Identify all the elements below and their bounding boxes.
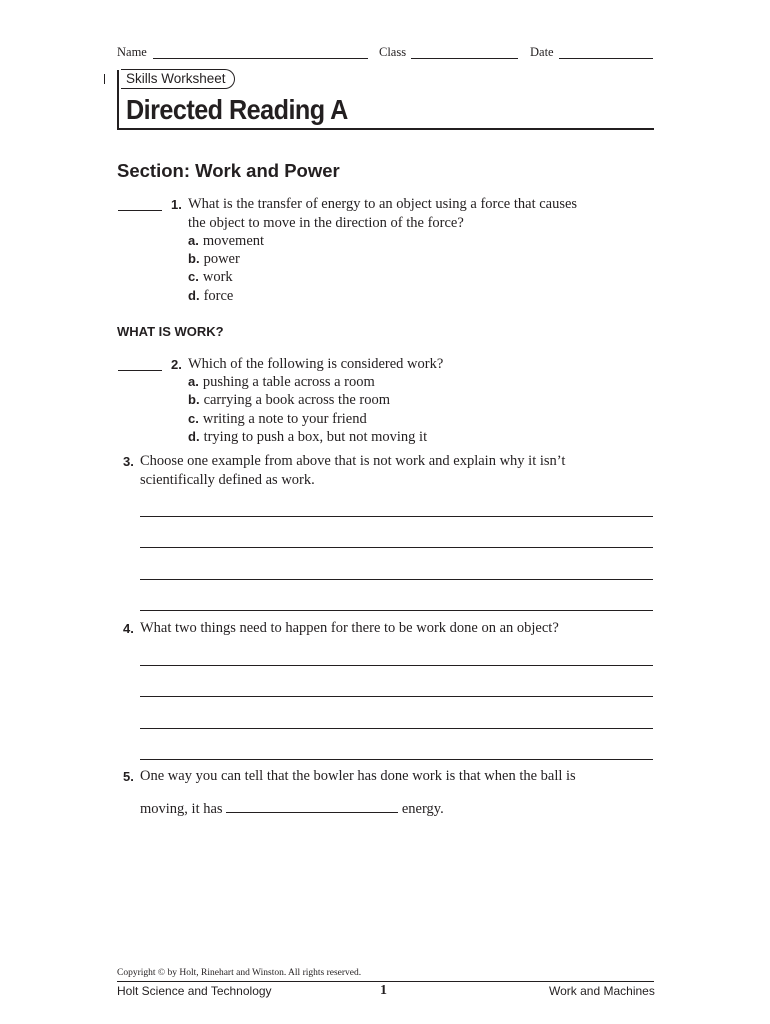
copyright-notice: Copyright © by Holt, Rinehart and Winston. All rights reserved. (117, 968, 362, 978)
banner-rule-horizontal (117, 128, 654, 130)
option-text: work (202, 269, 233, 285)
date-field[interactable] (559, 58, 653, 59)
q2-option-a (188, 373, 375, 391)
q4-answer-line-4[interactable] (140, 759, 653, 760)
q2-answer-blank[interactable] (118, 370, 162, 371)
section-heading: Section: Work and Power (117, 160, 340, 181)
q2-text: Which of the following is considered work? (188, 356, 444, 372)
q5-energy-blank[interactable] (226, 799, 398, 813)
q3-text-line1: Choose one example from above that is not work and explain why it isn’t (140, 453, 566, 469)
name-field[interactable] (153, 58, 368, 59)
option-letter: b. (188, 392, 200, 407)
q3-number: 3. (123, 454, 134, 469)
q4-answer-line-2[interactable] (140, 696, 653, 697)
q3-answer-line-2[interactable] (140, 547, 653, 548)
option-letter: a. (188, 233, 199, 248)
q1-option-c (188, 268, 233, 286)
q2-option-d (188, 428, 427, 446)
option-letter: c. (188, 269, 199, 284)
option-letter: d. (188, 429, 200, 444)
option-letter: b. (188, 251, 200, 266)
page-number: 1 (380, 983, 387, 998)
margin-tick (104, 74, 105, 84)
q1-text-line2: the object to move in the direction of the force? (188, 214, 464, 231)
q2-number: 2. (171, 357, 182, 372)
q4-answer-line-1[interactable] (140, 665, 653, 666)
option-letter: c. (188, 411, 199, 426)
q4-answer-line-3[interactable] (140, 728, 653, 729)
banner-rule-vertical (117, 70, 119, 130)
q5-text-line1: One way you can tell that the bowler has done work is that when the ball is (140, 768, 576, 784)
q5-text-line2 (140, 799, 444, 819)
q4-number: 4. (123, 621, 134, 636)
q3-text-line2: scientifically defined as work. (140, 471, 315, 488)
footer-chapter-title: Work and Machines (549, 984, 655, 998)
option-text: writing a note to your friend (202, 411, 367, 427)
footer-book-title: Holt Science and Technology (117, 984, 272, 998)
q1-option-a (188, 232, 264, 250)
option-letter: a. (188, 374, 199, 389)
q5-text-before-blank: moving, it has (140, 801, 223, 817)
skills-worksheet-tag: Skills Worksheet (121, 69, 235, 89)
class-field[interactable] (411, 58, 518, 59)
option-text: power (203, 251, 240, 267)
q5-number: 5. (123, 769, 134, 784)
q5-text-after-blank: energy. (401, 801, 444, 817)
q3-answer-line-3[interactable] (140, 579, 653, 580)
q3-answer-line-4[interactable] (140, 610, 653, 611)
q3-answer-line-1[interactable] (140, 516, 653, 517)
option-text: trying to push a box, but not moving it (203, 429, 428, 445)
q1-answer-blank[interactable] (118, 210, 162, 211)
what-is-work-heading: WHAT IS WORK? (117, 324, 224, 339)
q1-text-line1: What is the transfer of energy to an object using a force that causes (188, 196, 578, 212)
option-letter: d. (188, 288, 200, 303)
q2-option-c (188, 410, 367, 428)
page-title: Directed Reading A (126, 94, 348, 125)
option-text: force (203, 288, 234, 304)
class-label: Class (379, 45, 407, 59)
date-label: Date (530, 45, 554, 59)
q1-number: 1. (171, 197, 182, 212)
q2-option-b (188, 391, 390, 409)
option-text: pushing a table across a room (202, 374, 375, 390)
name-label: Name (117, 45, 147, 59)
q4-text: What two things need to happen for there to be work done on an object? (140, 620, 559, 636)
q3-text (140, 452, 565, 489)
option-text: carrying a book across the room (203, 392, 390, 408)
option-text: movement (202, 233, 265, 249)
q1-text (188, 195, 577, 232)
q1-option-d (188, 287, 233, 305)
q1-option-b (188, 250, 240, 268)
